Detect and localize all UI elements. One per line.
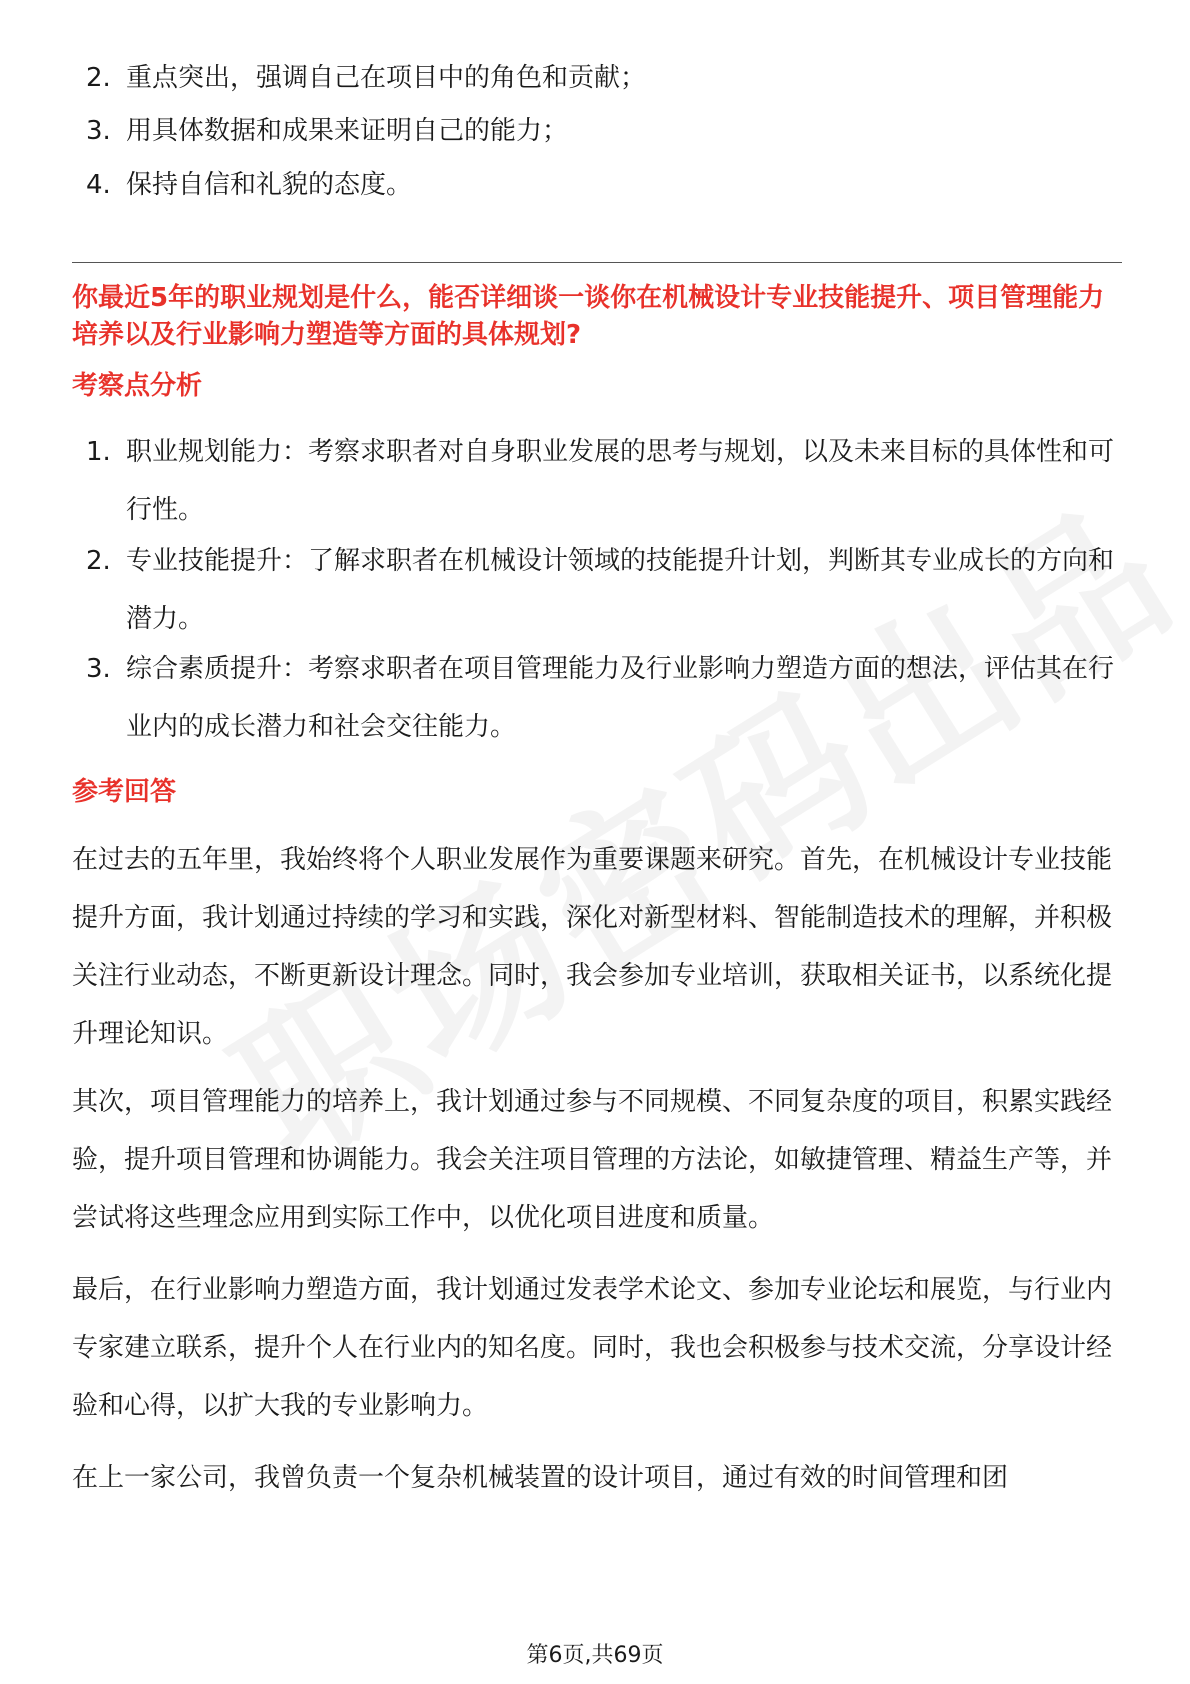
list-text: 重点突出，强调自己在项目中的角色和贡献；	[126, 63, 647, 93]
list-number: 3.	[86, 654, 111, 684]
page-footer: 第6页,共69页	[526, 1643, 664, 1668]
answer-paragraph: 在过去的五年里，我始终将个人职业发展作为重要课题来研究。首先，在机械设计专业技能提升方面，我计划通过持续的学习和实践，深化对新型材料、智能制造技术的理解，并积极关注行业动态，不断更新设计理念。同时，我会参加专业培训，获取相关证书，以系统化提升理论知识。	[72, 845, 1113, 1049]
list-text: 职业规划能力：考察求职者对自身职业发展的思考与规划，以及未来目标的具体性和可行性。	[126, 437, 1115, 525]
list-item	[72, 49, 1122, 107]
list-item	[72, 156, 1122, 214]
list-number: 1.	[86, 437, 111, 467]
list-number: 3.	[86, 116, 111, 146]
list-text: 专业技能提升：了解求职者在机械设计领域的技能提升计划，判断其专业成长的方向和潜力。	[126, 546, 1115, 634]
list-item	[72, 640, 1122, 756]
answer-paragraph: 其次，项目管理能力的培养上，我计划通过参与不同规模、不同复杂度的项目，积累实践经验，提升项目管理和协调能力。我会关注项目管理的方法论，如敏捷管理、精益生产等，并尝试将这些理念应用到实际工作中，以优化项目进度和质量。	[72, 1087, 1113, 1233]
list-text: 保持自信和礼貌的态度。	[126, 170, 413, 200]
list-number: 2.	[86, 63, 111, 93]
section-divider	[72, 262, 1122, 263]
list-item	[72, 532, 1122, 648]
list-text: 用具体数据和成果来证明自己的能力；	[126, 116, 569, 146]
list-item	[72, 423, 1122, 539]
list-number: 2.	[86, 546, 111, 576]
analysis-heading: 考察点分析	[72, 371, 203, 401]
answer-paragraph: 在上一家公司，我曾负责一个复杂机械装置的设计项目，通过有效的时间管理和团	[72, 1463, 1009, 1493]
list-item	[72, 102, 1122, 160]
list-text: 综合素质提升：考察求职者在项目管理能力及行业影响力塑造方面的想法，评估其在行业内的成长潜力和社会交往能力。	[126, 654, 1115, 742]
answer-heading: 参考回答	[72, 777, 177, 807]
list-number: 4.	[86, 170, 111, 200]
answer-paragraph: 最后，在行业影响力塑造方面，我计划通过发表学术论文、参加专业论坛和展览，与行业内专家建立联系，提升个人在行业内的知名度。同时，我也会积极参与技术交流，分享设计经验和心得，以扩大我的专业影响力。	[72, 1275, 1113, 1421]
question-title: 你最近5年的职业规划是什么，能否详细谈一谈你在机械设计专业技能提升、项目管理能力培养以及行业影响力塑造等方面的具体规划?	[72, 283, 1105, 350]
